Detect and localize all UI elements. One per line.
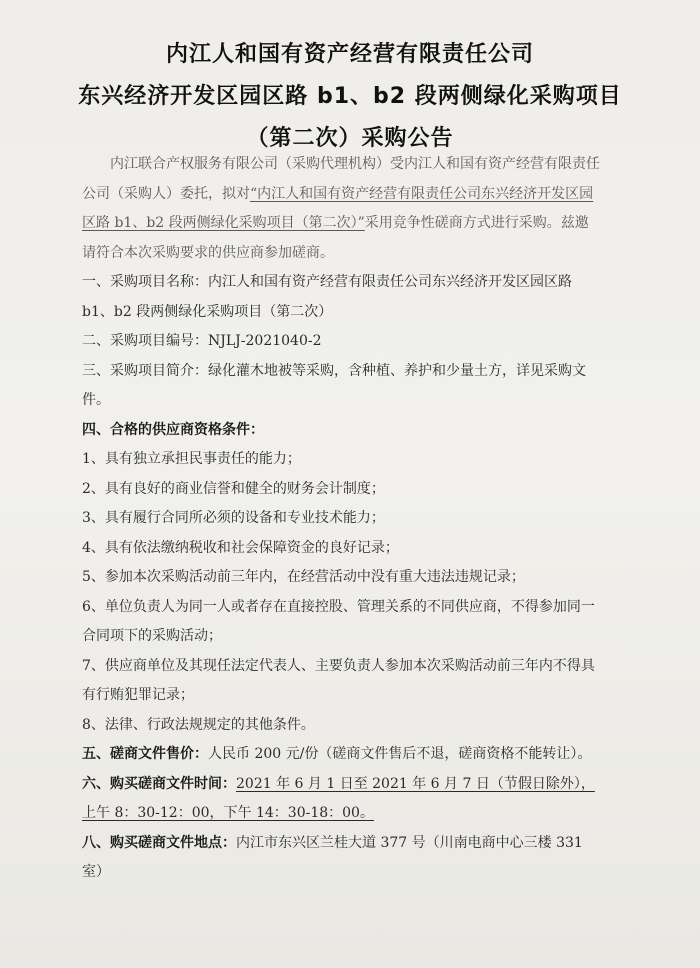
title-company: 内江人和国有资产经营有限责任公司 (165, 42, 534, 67)
project-number-value: NJLJ-2021040-2 (208, 333, 322, 349)
purchase-time-label: 六、购买磋商文件时间： (82, 775, 236, 792)
condition-item: 5、参加本次采购活动前三年内，在经营活动中没有重大违法违规记录； (82, 569, 525, 585)
purchase-location-value: 内江市东兴区兰桂大道 377 号（川南电商中心三楼 331 室） (82, 834, 583, 880)
purchase-time-value: 2021 年 6 月 1 日至 2021 年 6 月 7 日（节假日除外），上午 8：30-12：00，下午 14：30-18：00。 (82, 775, 595, 821)
section-purchase-location (82, 829, 602, 888)
intro-project-name: “内江人和国有资产经营有限责任公司东兴经济开发区园区路 b1、b2 段两侧绿化采购项目（第二次）” (82, 185, 594, 231)
section-purchase-time (82, 770, 602, 829)
section-document-price (82, 740, 602, 770)
title-announcement: （第二次）采购公告 (246, 126, 454, 151)
condition-item: 3、具有履行合同所必须的设备和专业技术能力； (82, 510, 385, 526)
title-block (0, 34, 700, 160)
condition-item: 8、法律、行政法规规定的其他条件。 (82, 716, 315, 733)
section-project-summary: 三、采购项目简介：绿化灌木地被等采购，含种植、养护和少量土方，详见采购文件。 (82, 362, 586, 408)
document-price-value: 人民币 200 元/份（磋商文件售后不退，磋商资格不能转让）。 (208, 746, 592, 762)
announcement-body (82, 150, 602, 888)
condition-item: 6、单位负责人为同一人或者存在直接控股、管理关系的不同供应商，不得参加同一合同项下的采购活动； (82, 598, 595, 644)
condition-item: 1、具有独立承担民事责任的能力； (82, 451, 301, 467)
condition-item: 7、供应商单位及其现任法定代表人、主要负责人参加本次采购活动前三年内不得具有行贿犯罪记录； (82, 657, 595, 703)
section-qualification-heading: 四、合格的供应商资格条件： (82, 421, 264, 438)
section-project-number (82, 327, 602, 357)
document-price-label: 五、磋商文件售价： (82, 746, 208, 762)
project-number-label: 二、采购项目编号： (82, 333, 208, 349)
section-project-name: 一、采购项目名称：内江人和国有资产经营有限责任公司东兴经济开发区园区路 b1、b2 段两侧绿化采购项目（第二次） (82, 274, 572, 320)
intro-part2: 采用竞争性磋商方式进行采购。兹邀请符合本次采购要求的供应商参加磋商。 (82, 215, 589, 261)
condition-item: 4、具有依法缴纳税收和社会保障资金的良好记录； (82, 539, 399, 556)
intro-part1: 内江联合产权服务有限公司（采购代理机构）受内江人和国有资产经营有限责任公司（采购人）委托，拟对 (82, 156, 600, 202)
title-project: 东兴经济开发区园区路 b1、b2 段两侧绿化采购项目 (78, 84, 622, 109)
condition-item: 2、具有良好的商业信誉和健全的财务会计制度； (82, 480, 385, 497)
purchase-location-label: 八、购买磋商文件地点： (82, 834, 236, 851)
intro-paragraph (82, 150, 602, 268)
